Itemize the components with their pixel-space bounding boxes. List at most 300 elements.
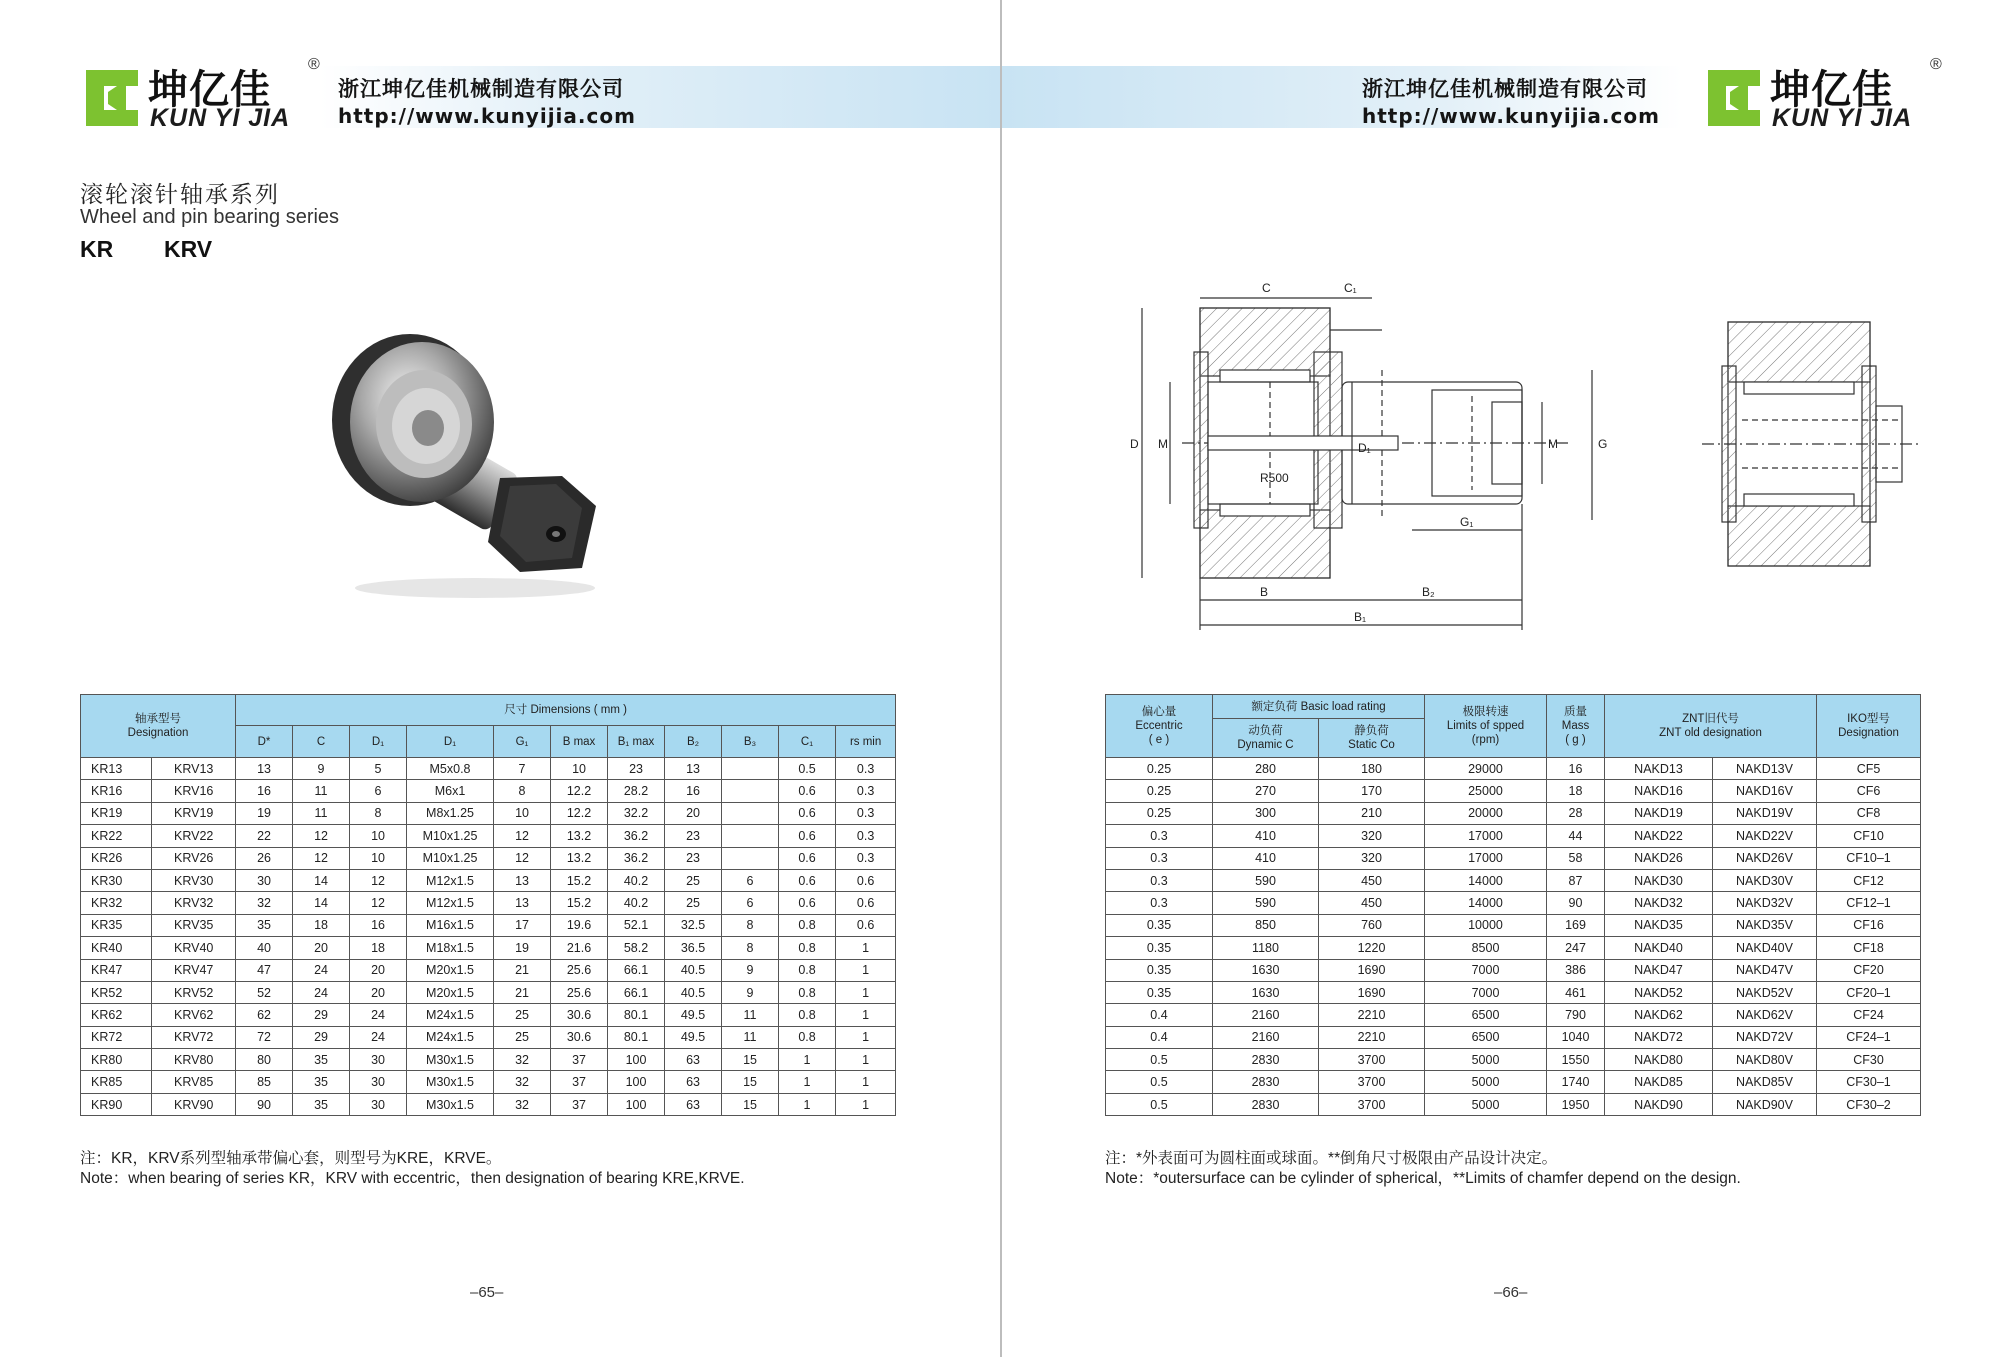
table-cell: 24: [293, 959, 350, 981]
table-cell: 1: [836, 1004, 896, 1026]
table-cell: 0.8: [779, 959, 836, 981]
table-cell: 36.2: [608, 825, 665, 847]
table-cell: CF30: [1817, 1049, 1921, 1071]
dim-label: B: [1260, 585, 1269, 599]
table-cell: 2160: [1213, 1026, 1319, 1048]
table-cell: KR26: [81, 847, 152, 869]
table-cell: 0.3: [836, 802, 896, 824]
table-cell: 14: [293, 869, 350, 891]
table-cell: 5000: [1425, 1093, 1547, 1115]
table-cell: 247: [1547, 937, 1605, 959]
table-cell: 0.5: [779, 758, 836, 780]
table-cell: 20: [350, 981, 407, 1003]
table-cell: 0.35: [1106, 937, 1213, 959]
header-unit: ( e ): [1148, 734, 1170, 746]
table-cell: 20: [350, 959, 407, 981]
table-cell: 1630: [1213, 981, 1319, 1003]
table-cell: 30: [350, 1093, 407, 1115]
table-row: [1106, 1049, 1921, 1071]
note-cn: 注：*外表面可为圆柱面或球面。**倒角尺寸极限由产品设计决定。: [1105, 1150, 1558, 1167]
table-row: [1106, 847, 1921, 869]
table-cell: 40.5: [665, 959, 722, 981]
table-cell: 9: [722, 981, 779, 1003]
table-cell: KRV30: [152, 869, 236, 891]
table-cell: 3700: [1319, 1049, 1425, 1071]
bearing-photo: [300, 310, 660, 610]
table-cell: M8x1.25: [407, 802, 494, 824]
table-cell: NAKD13V: [1713, 758, 1817, 780]
table-cell: NAKD47V: [1713, 959, 1817, 981]
dim-label: C: [1262, 281, 1271, 295]
table-cell: 22: [236, 825, 293, 847]
table-cell: 1: [779, 1093, 836, 1115]
table-cell: KR90: [81, 1093, 152, 1115]
table-cell: KR16: [81, 780, 152, 802]
table-cell: M20x1.5: [407, 959, 494, 981]
table-row: [81, 1049, 896, 1071]
company-url[interactable]: http://www.kunyijia.com: [1362, 104, 1660, 128]
table-cell: KRV16: [152, 780, 236, 802]
table-cell: 1: [836, 981, 896, 1003]
table-cell: 14000: [1425, 869, 1547, 891]
table-cell: NAKD52: [1605, 981, 1713, 1003]
table-cell: 0.3: [1106, 892, 1213, 914]
table-cell: 1: [779, 1071, 836, 1093]
table-cell: NAKD40V: [1713, 937, 1817, 959]
table-cell: 1740: [1547, 1071, 1605, 1093]
table-cell: 450: [1319, 892, 1425, 914]
series-code: KR: [80, 236, 114, 262]
table-cell: CF20–1: [1817, 981, 1921, 1003]
table-cell: NAKD90V: [1713, 1093, 1817, 1115]
table-cell: CF30–1: [1817, 1071, 1921, 1093]
table-row: [1106, 802, 1921, 824]
header-cn: 质量: [1564, 706, 1587, 718]
table-cell: 0.35: [1106, 981, 1213, 1003]
table-cell: 17: [494, 914, 551, 936]
table-cell: 32: [236, 892, 293, 914]
table-cell: 62: [236, 1004, 293, 1026]
dim-label: D: [1130, 437, 1139, 451]
table-cell: 52: [236, 981, 293, 1003]
table-cell: 0.25: [1106, 758, 1213, 780]
page-number: –65–: [470, 1284, 504, 1301]
table-cell: 35: [293, 1049, 350, 1071]
table-cell: 0.6: [779, 825, 836, 847]
table-cell: CF10: [1817, 825, 1921, 847]
table-cell: 1040: [1547, 1026, 1605, 1048]
table-cell: 590: [1213, 869, 1319, 891]
table-cell: 0.5: [1106, 1049, 1213, 1071]
table-cell: 87: [1547, 869, 1605, 891]
table-cell: 37: [551, 1093, 608, 1115]
table-cell: 15.2: [551, 869, 608, 891]
table-cell: [722, 758, 779, 780]
table-cell: 11: [722, 1026, 779, 1048]
table-cell: 44: [1547, 825, 1605, 847]
note-en: Note：when bearing of series KR，KRV with eccentric，then designation of bearing KRE,KRVE.: [80, 1170, 745, 1187]
table-cell: 29: [293, 1026, 350, 1048]
table-cell: NAKD22V: [1713, 825, 1817, 847]
table-row: [81, 981, 896, 1003]
table-cell: KRV90: [152, 1093, 236, 1115]
table-cell: 30.6: [551, 1026, 608, 1048]
table-cell: 90: [1547, 892, 1605, 914]
table-cell: NAKD47: [1605, 959, 1713, 981]
table-cell: 170: [1319, 780, 1425, 802]
table-cell: NAKD32: [1605, 892, 1713, 914]
table-cell: KRV72: [152, 1026, 236, 1048]
table-cell: KR52: [81, 981, 152, 1003]
table-cell: 80: [236, 1049, 293, 1071]
brand-logo: [1702, 56, 1952, 134]
table-cell: 63: [665, 1071, 722, 1093]
table-cell: 25.6: [551, 981, 608, 1003]
table-cell: M12x1.5: [407, 892, 494, 914]
table-row: [1106, 780, 1921, 802]
table-cell: 12: [293, 825, 350, 847]
table-cell: 2160: [1213, 1004, 1319, 1026]
table-cell: M20x1.5: [407, 981, 494, 1003]
table-cell: KR35: [81, 914, 152, 936]
table-cell: CF12: [1817, 869, 1921, 891]
table-cell: KRV85: [152, 1071, 236, 1093]
table-row: [81, 758, 896, 780]
table-cell: KRV47: [152, 959, 236, 981]
table-cell: 0.3: [836, 847, 896, 869]
table-cell: 32: [494, 1071, 551, 1093]
company-url[interactable]: http://www.kunyijia.com: [338, 104, 636, 128]
table-cell: 300: [1213, 802, 1319, 824]
table-cell: 5: [350, 758, 407, 780]
table-cell: 7000: [1425, 981, 1547, 1003]
table-cell: 12: [494, 825, 551, 847]
brand-name-cn: 坤亿佳: [148, 67, 271, 113]
series-code: KRV: [164, 236, 213, 262]
table-cell: CF24–1: [1817, 1026, 1921, 1048]
table-cell: 18: [350, 937, 407, 959]
page-66: [1000, 0, 2000, 1357]
table-cell: 28: [1547, 802, 1605, 824]
table-cell: 19: [236, 802, 293, 824]
dim-label: R500: [1260, 471, 1289, 485]
table-cell: NAKD80V: [1713, 1049, 1817, 1071]
table-cell: 0.6: [779, 780, 836, 802]
table-cell: 13: [236, 758, 293, 780]
table-cell: 32.5: [665, 914, 722, 936]
table-cell: KR62: [81, 1004, 152, 1026]
speed-header: [1425, 695, 1547, 758]
col-header: C: [293, 726, 350, 758]
table-cell: 90: [236, 1093, 293, 1115]
series-codes: [80, 236, 248, 263]
table-cell: 12: [350, 892, 407, 914]
table-cell: 0.8: [779, 937, 836, 959]
table-cell: 28.2: [608, 780, 665, 802]
table-row: [81, 892, 896, 914]
table-cell: 16: [350, 914, 407, 936]
table-cell: 410: [1213, 825, 1319, 847]
table-cell: 100: [608, 1093, 665, 1115]
table-cell: 0.35: [1106, 914, 1213, 936]
table-cell: 0.35: [1106, 959, 1213, 981]
table-cell: KRV13: [152, 758, 236, 780]
table-cell: 52.1: [608, 914, 665, 936]
table-cell: NAKD80: [1605, 1049, 1713, 1071]
static-header: [1319, 719, 1425, 758]
table-cell: 1: [836, 1026, 896, 1048]
table-cell: KRV40: [152, 937, 236, 959]
header-cn: 动负荷: [1248, 725, 1283, 737]
table-cell: 0.8: [779, 1026, 836, 1048]
table-cell: 36.5: [665, 937, 722, 959]
table-cell: 1550: [1547, 1049, 1605, 1071]
table-cell: 25000: [1425, 780, 1547, 802]
table-cell: NAKD19: [1605, 802, 1713, 824]
table-cell: 0.3: [836, 780, 896, 802]
table-cell: 11: [722, 1004, 779, 1026]
table-row: [81, 780, 896, 802]
brand-logo: [80, 56, 330, 134]
table-cell: 9: [293, 758, 350, 780]
table-cell: M10x1.25: [407, 847, 494, 869]
table-cell: 0.6: [836, 892, 896, 914]
table-cell: KR22: [81, 825, 152, 847]
table-row: [81, 869, 896, 891]
header-en: Eccentric: [1135, 720, 1183, 732]
table-cell: 0.6: [779, 892, 836, 914]
dim-label: G: [1598, 437, 1608, 451]
table-cell: 210: [1319, 802, 1425, 824]
table-cell: 8: [722, 914, 779, 936]
section-title-cn: 滚轮滚针轴承系列: [80, 181, 280, 207]
header-en: Static Co: [1348, 739, 1395, 751]
table-cell: 21: [494, 959, 551, 981]
table-cell: 6500: [1425, 1004, 1547, 1026]
header-en: Designation: [127, 727, 189, 739]
table-cell: CF10–1: [1817, 847, 1921, 869]
table-cell: 6500: [1425, 1026, 1547, 1048]
col-header: B₁ max: [608, 726, 665, 758]
col-header: rs min: [836, 726, 896, 758]
table-cell: 0.5: [1106, 1071, 1213, 1093]
header-en: Limits of spped: [1446, 720, 1525, 732]
table-cell: NAKD72: [1605, 1026, 1713, 1048]
header-en: ZNT old designation: [1659, 727, 1762, 739]
table-cell: 850: [1213, 914, 1319, 936]
table-cell: NAKD13: [1605, 758, 1713, 780]
table-cell: CF8: [1817, 802, 1921, 824]
table-cell: 66.1: [608, 959, 665, 981]
table-cell: KRV26: [152, 847, 236, 869]
table-cell: 24: [350, 1004, 407, 1026]
table-row: [81, 959, 896, 981]
table-cell: M24x1.5: [407, 1026, 494, 1048]
bearing-technical-drawing: [1102, 270, 2000, 640]
table-cell: CF12–1: [1817, 892, 1921, 914]
table-cell: NAKD16: [1605, 780, 1713, 802]
table-row: [81, 1093, 896, 1115]
table-cell: 320: [1319, 825, 1425, 847]
table-cell: 1690: [1319, 981, 1425, 1003]
table-cell: 100: [608, 1049, 665, 1071]
header-cn: 静负荷: [1354, 725, 1389, 737]
table-cell: 24: [350, 1026, 407, 1048]
table-cell: 1630: [1213, 959, 1319, 981]
table-cell: 20: [665, 802, 722, 824]
table-cell: 461: [1547, 981, 1605, 1003]
table-cell: 9: [722, 959, 779, 981]
table-cell: 12: [494, 847, 551, 869]
table-cell: 100: [608, 1071, 665, 1093]
table-cell: 25: [665, 892, 722, 914]
table-cell: 0.8: [779, 981, 836, 1003]
table-cell: 0.3: [1106, 825, 1213, 847]
table-cell: 2830: [1213, 1093, 1319, 1115]
table-cell: 8: [494, 780, 551, 802]
table-cell: KR32: [81, 892, 152, 914]
table-cell: 21.6: [551, 937, 608, 959]
table-cell: 0.3: [836, 758, 896, 780]
section-title-en: Wheel and pin bearing series: [80, 206, 340, 228]
table-cell: 32.2: [608, 802, 665, 824]
table-cell: 13.2: [551, 825, 608, 847]
table-cell: [722, 780, 779, 802]
dim-label: G₁: [1460, 515, 1474, 529]
table-cell: KRV62: [152, 1004, 236, 1026]
page-number: –66–: [1494, 1284, 1528, 1301]
table-cell: 0.8: [779, 1004, 836, 1026]
table-cell: 17000: [1425, 847, 1547, 869]
header-cn: IKO型号: [1847, 713, 1890, 725]
load-rating-header: 额定负荷 Basic load rating: [1213, 695, 1425, 719]
table-cell: 1220: [1319, 937, 1425, 959]
table-cell: 72: [236, 1026, 293, 1048]
mass-header: [1547, 695, 1605, 758]
table-cell: CF16: [1817, 914, 1921, 936]
table-cell: [722, 825, 779, 847]
dim-label: D₁: [1358, 441, 1371, 455]
table-cell: 8500: [1425, 937, 1547, 959]
table-cell: NAKD26V: [1713, 847, 1817, 869]
table-cell: NAKD62V: [1713, 1004, 1817, 1026]
table-cell: NAKD22: [1605, 825, 1713, 847]
table-cell: 169: [1547, 914, 1605, 936]
table-cell: 270: [1213, 780, 1319, 802]
table-cell: KRV32: [152, 892, 236, 914]
header-en: Dynamic C: [1237, 739, 1294, 751]
col-header: B₂: [665, 726, 722, 758]
col-header: B₃: [722, 726, 779, 758]
table-cell: KR30: [81, 869, 152, 891]
table-cell: 1950: [1547, 1093, 1605, 1115]
col-header: D*: [236, 726, 293, 758]
table-cell: KRV52: [152, 981, 236, 1003]
table-cell: 1: [779, 1049, 836, 1071]
brand-name-en: KUN YI JIA: [150, 104, 291, 132]
table-cell: 47: [236, 959, 293, 981]
table-cell: KRV19: [152, 802, 236, 824]
registered-mark: ®: [308, 56, 320, 73]
table-cell: 30.6: [551, 1004, 608, 1026]
header-cn: 偏心量: [1141, 706, 1177, 718]
dim-label: M: [1158, 437, 1168, 451]
table-cell: 18: [1547, 780, 1605, 802]
header-cn: 轴承型号: [135, 713, 181, 725]
kr-table-body: [81, 758, 896, 1116]
table-cell: 40.2: [608, 869, 665, 891]
table-cell: NAKD19V: [1713, 802, 1817, 824]
table-cell: 10: [494, 802, 551, 824]
logo-mark-icon: [80, 66, 144, 130]
table-cell: 24: [293, 981, 350, 1003]
table-cell: M12x1.5: [407, 869, 494, 891]
table-row: [1106, 1004, 1921, 1026]
table-cell: NAKD26: [1605, 847, 1713, 869]
table-cell: 11: [293, 802, 350, 824]
table-cell: 7: [494, 758, 551, 780]
header-unit: ( g ): [1565, 734, 1586, 746]
table-cell: 13: [494, 869, 551, 891]
table-cell: 49.5: [665, 1004, 722, 1026]
table-cell: 36.2: [608, 847, 665, 869]
table-cell: 15: [722, 1071, 779, 1093]
table-cell: 18: [293, 914, 350, 936]
table-cell: 20000: [1425, 802, 1547, 824]
table-cell: 63: [665, 1049, 722, 1071]
table-cell: 790: [1547, 1004, 1605, 1026]
table-cell: NAKD52V: [1713, 981, 1817, 1003]
table-cell: 12.2: [551, 802, 608, 824]
table-cell: 23: [665, 825, 722, 847]
header-cn: 极限转速: [1462, 706, 1509, 718]
dim-label: M: [1548, 437, 1558, 451]
kr-dimensions-table: [80, 694, 896, 1116]
table-cell: M5x0.8: [407, 758, 494, 780]
table-cell: 590: [1213, 892, 1319, 914]
table-cell: 85: [236, 1071, 293, 1093]
table-cell: 1: [836, 937, 896, 959]
table-cell: 30: [350, 1049, 407, 1071]
table-cell: 40.5: [665, 981, 722, 1003]
table-cell: 66.1: [608, 981, 665, 1003]
table-cell: 13.2: [551, 847, 608, 869]
header-en: Mass: [1561, 720, 1590, 732]
table-cell: 26: [236, 847, 293, 869]
table-cell: 25: [494, 1004, 551, 1026]
table-cell: 2830: [1213, 1049, 1319, 1071]
table-cell: 10000: [1425, 914, 1547, 936]
header-en: Designation: [1838, 727, 1899, 739]
znt-header: [1605, 695, 1817, 758]
table-cell: M18x1.5: [407, 937, 494, 959]
table-cell: KR19: [81, 802, 152, 824]
table-cell: 0.6: [779, 869, 836, 891]
dimensions-header: 尺寸 Dimensions ( mm ): [236, 695, 896, 726]
table-row: [81, 1004, 896, 1026]
table-cell: 13: [494, 892, 551, 914]
table-cell: KRV35: [152, 914, 236, 936]
table-cell: 0.6: [836, 914, 896, 936]
registered-mark: ®: [1930, 56, 1942, 73]
table-cell: M30x1.5: [407, 1093, 494, 1115]
table-cell: 3700: [1319, 1093, 1425, 1115]
brand-name-cn: 坤亿佳: [1770, 67, 1893, 113]
table-cell: 10: [350, 847, 407, 869]
table-cell: 2830: [1213, 1071, 1319, 1093]
table-row: [81, 825, 896, 847]
table-cell: 19.6: [551, 914, 608, 936]
